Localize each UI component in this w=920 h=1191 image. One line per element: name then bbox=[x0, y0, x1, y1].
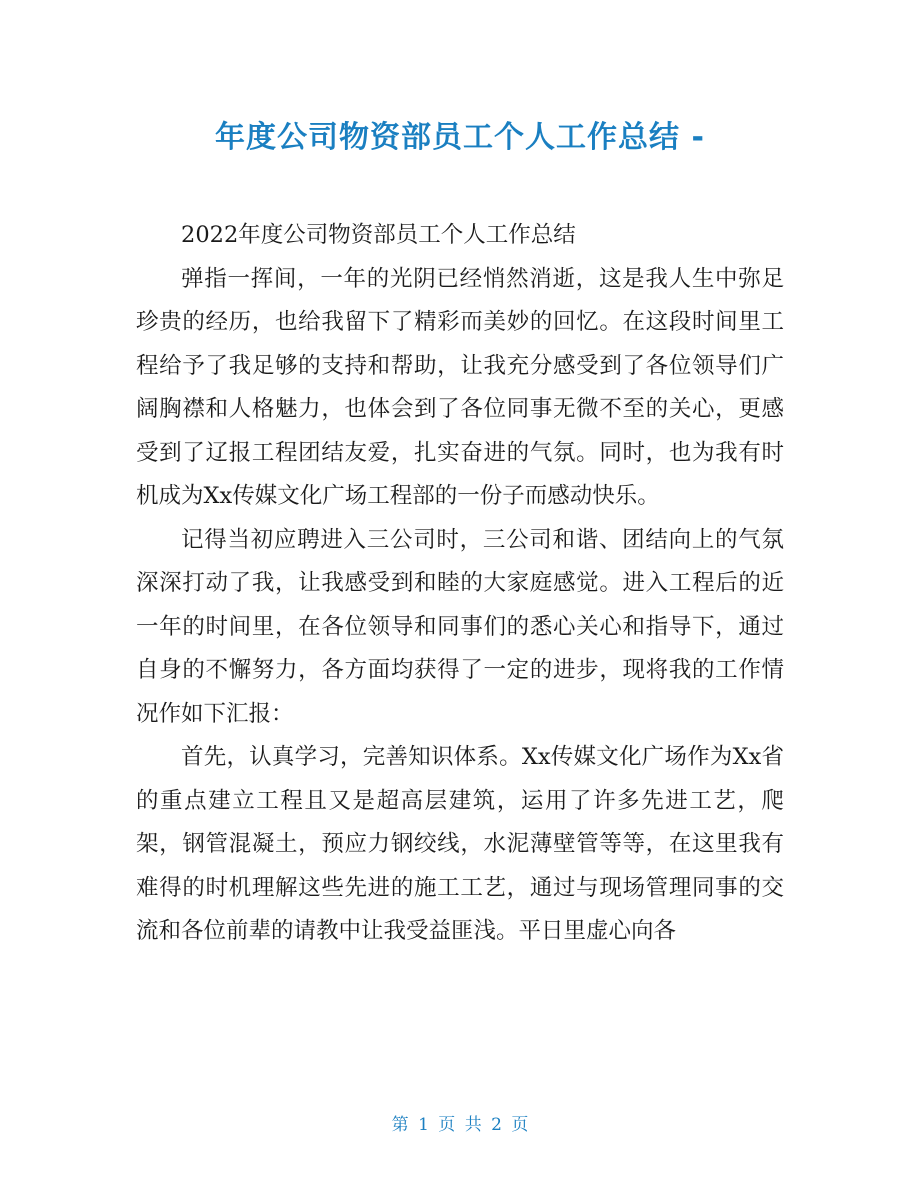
paragraph: 弹指一挥间，一年的光阴已经悄然消逝，这是我人生中弥足珍贵的经历，也给我留下了精彩而美妙的回忆。在这段时间里工程给予了我足够的支持和帮助，让我充分感受到了各位领导们广阔胸襟和人格魅力，也体会到了各位同事无微不至的关心，更感受到了辽报工程团结友爱，扎实奋进的气氛。同时，也为我有时机成为Xx传媒文化广场工程部的一份子而感动快乐。 bbox=[136, 265, 784, 509]
paragraph: 记得当初应聘进入三公司时，三公司和谐、团结向上的气氛深深打动了我，让我感受到和睦的大家庭感觉。进入工程后的近一年的时间里，在各位领导和同事们的悉心关心和指导下，通过自身的不懈努力，各方面均获得了一定的进步，现将我的工作情况作如下汇报： bbox=[136, 526, 784, 727]
document-title: 年度公司物资部员工个人工作总结 - bbox=[215, 120, 705, 155]
paragraph: 首先，认真学习，完善知识体系。Xx传媒文化广场作为Xx省的重点建立工程且又是超高层建筑，运用了许多先进工艺，爬架，钢管混凝土，预应力钢绞线，水泥薄壁管等等，在这里我有难得的时机理解这些先进的施工工艺，通过与现场管理同事的交流和各位前辈的请教中让我受益匪浅。平日里虚心向各 bbox=[136, 744, 784, 944]
page-footer: 第 1 页 共 2 页 bbox=[391, 1115, 529, 1135]
paragraph-heading: 2022年度公司物资部员工个人工作总结 bbox=[181, 222, 576, 248]
document-body bbox=[136, 214, 784, 954]
